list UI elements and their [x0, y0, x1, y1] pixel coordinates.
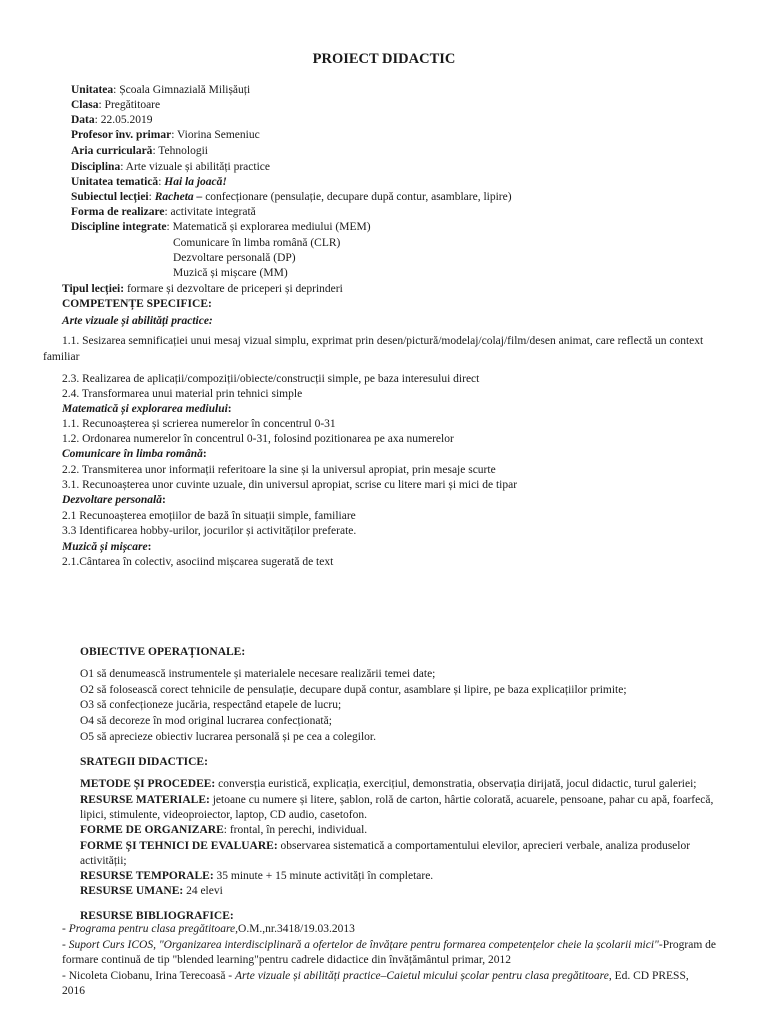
bibliografie-item-1: - Programa pentru clasa pregătitoare,O.M.,nr.3418/19.03.2013	[62, 923, 355, 935]
bibliografie-item-3: - Nicoleta Ciobanu, Irina Terecoasă - Arte vizuale și abilități practice–Caietul micului școlar pentru clasa pregătitoare, Ed. CD PRESS,	[62, 970, 689, 982]
mem-title: Matematică și explorarea mediului:	[62, 403, 232, 415]
header-aria: Aria curriculară: Tehnologii	[71, 145, 208, 157]
forme-organizare-line: FORME DE ORGANIZARE: frontal, în perechi, individual.	[80, 824, 368, 836]
header-data: Data: 22.05.2019	[71, 114, 153, 126]
mm-title: Muzică și mișcare:	[62, 541, 152, 553]
dp-title: Dezvoltare personală:	[62, 494, 166, 506]
resurse-materiale-line: RESURSE MATERIALE: jetoane cu numere și litere, șablon, rolă de carton, hârtie colorată, acuarele, pensoane, pahar cu apă, foarfecă,	[80, 794, 714, 806]
obiectiv-o5: O5 să aprecieze obiectiv lucrarea personală și pe cea a colegilor.	[80, 731, 376, 743]
avap-2-4: 2.4. Transformarea unui material prin tehnici simple	[62, 388, 303, 400]
obiectiv-o2: O2 să folosească corect tehnicile de pensulație, decupare după contur, asamblare și lipire, pe baza explicațiilor primite;	[80, 684, 627, 696]
mem-1-1: 1.1. Recunoașterea și scrierea numerelor în concentrul 0-31	[62, 418, 336, 430]
header-unitatea-tematica: Unitatea tematică: Hai la joacă!	[71, 176, 227, 188]
obiectiv-o4: O4 să decoreze în mod original lucrarea confecționată;	[80, 715, 332, 727]
forme-evaluare-line: FORME ȘI TEHNICI DE EVALUARE: observarea sistematică a comportamentului elevilor, aprecieri verbale, analiza produselor	[80, 840, 691, 852]
clr-3-1: 3.1. Recunoașterea unor cuvinte uzuale, din universul apropiat, scrise cu litere mari și mici de tipar	[62, 479, 518, 491]
mm-2-1: 2.1.Cântarea în colectiv, asociind mișcarea sugerată de text	[62, 556, 334, 568]
lesson-type: Tipul lecției: formare și dezvoltare de priceperi și deprinderi	[62, 283, 343, 295]
header-unitatea: Unitatea: Școala Gimnazială Milișăuți	[71, 84, 251, 96]
integrated-dp: Dezvoltare personală (DP)	[173, 252, 296, 264]
bibliografie-item-2: - Suport Curs ICOS, "Organizarea interdisciplinară a ofertelor de învățare pentru formarea competențelor cheie la școlarii mici"-Program de	[62, 939, 717, 951]
avap-1-1-cont: familiar	[43, 351, 80, 363]
obiectiv-o3: O3 să confecționeze jucăria, respectând etapele de lucru;	[80, 699, 342, 711]
mem-1-2: 1.2. Ordonarea numerelor în concentrul 0-31, folosind pozitionarea pe axa numerelor	[62, 433, 454, 445]
bibliografie-item-2-cont: formare continuă de tip "blended learning"pentru cadrele didactice din învățământul primar, 2012	[62, 954, 511, 966]
page-title: PROIECT DIDACTIC	[312, 51, 456, 67]
header-forma: Forma de realizare: activitate integrată	[71, 206, 256, 218]
competente-heading: COMPETENȚE SPECIFICE:	[62, 298, 212, 310]
resurse-umane-line: RESURSE UMANE: 24 elevi	[80, 885, 223, 897]
strategii-heading: SRATEGII DIDACTICE:	[80, 756, 208, 768]
dp-2-1: 2.1 Recunoașterea emoțiilor de bază în situații simple, familiare	[62, 510, 356, 522]
header-profesor: Profesor înv. primar: Viorina Semeniuc	[71, 129, 260, 141]
avap-title: Arte vizuale și abilități practice:	[62, 315, 213, 327]
header-subiectul: Subiectul lecției: Racheta – confecționare (pensulație, decupare după contur, asamblare, lipire)	[71, 191, 512, 203]
clr-2-2: 2.2. Transmiterea unor informații referitoare la sine și la universul apropiat, prin mesaje scurte	[62, 464, 496, 476]
obiectiv-o1: O1 să denumească instrumentele și materialele necesare realizării temei date;	[80, 668, 436, 680]
resurse-temporale-line: RESURSE TEMPORALE: 35 minute + 15 minute activități în completare.	[80, 870, 434, 882]
integrated-clr: Comunicare în limba română (CLR)	[173, 237, 341, 249]
avap-2-3: 2.3. Realizarea de aplicații/compoziții/obiecte/construcții simple, pe baza interesului direct	[62, 373, 480, 385]
forme-evaluare-cont: activității;	[80, 855, 127, 867]
integrated-mm: Muzică și mișcare (MM)	[173, 267, 288, 279]
bibliografie-heading: RESURSE BIBLIOGRAFICE:	[80, 910, 234, 922]
clr-title: Comunicare în limba română:	[62, 448, 207, 460]
header-clasa: Clasa: Pregătitoare	[71, 99, 161, 111]
dp-3-3: 3.3 Identificarea hobby-urilor, jocurilor și activităților preferate.	[62, 525, 357, 537]
metode-line: METODE ȘI PROCEDEE: conversția euristică, explicația, exercițiul, demonstratia, observația dirijată, jocul didactic, turul galeriei;	[80, 778, 697, 790]
obiective-heading: OBIECTIVE OPERAȚIONALE:	[80, 646, 246, 658]
avap-1-1: 1.1. Sesizarea semnificației unui mesaj vizual simplu, exprimat prin desen/pictură/modelaj/colaj/film/desen animat, care reflectă un context	[62, 335, 704, 347]
header-discipline-integrate: Discipline integrate: Matematică și explorarea mediului (MEM)	[71, 221, 371, 233]
header-disciplina: Disciplina: Arte vizuale și abilități practice	[71, 161, 270, 173]
bibliografie-item-3-cont: 2016	[62, 985, 85, 997]
resurse-materiale-cont: lipici, stimulente, videoproiector, laptop, CD audio, casetofon.	[80, 809, 367, 821]
